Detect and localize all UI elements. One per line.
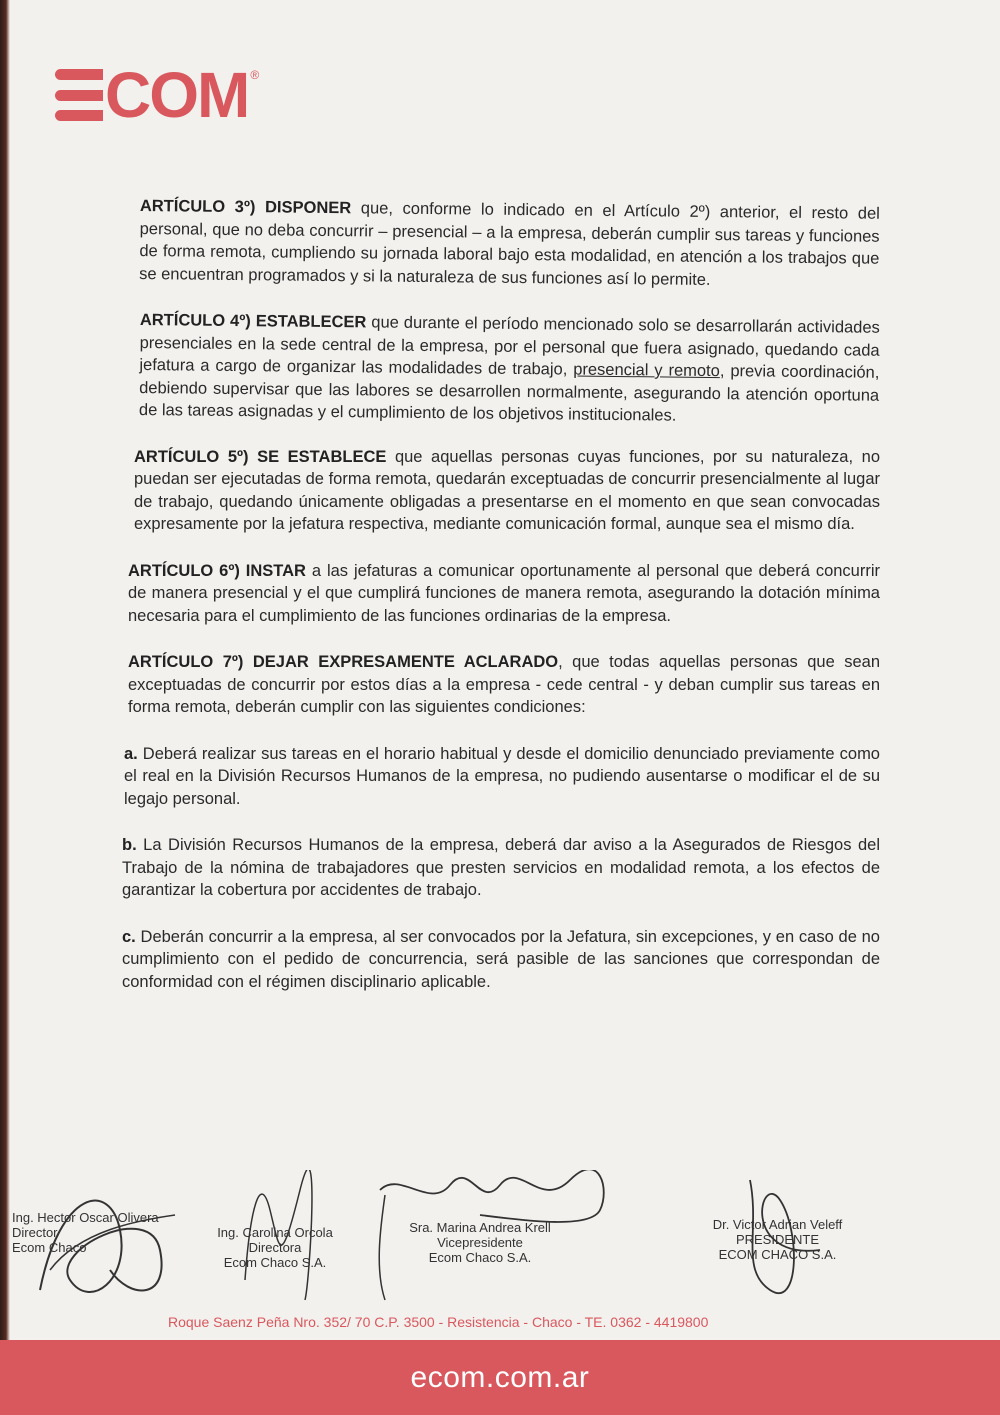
signer-name: Ing. Carolina Orcola	[217, 1225, 333, 1240]
condition-label: a.	[124, 744, 138, 763]
signer-org: Ecom Chaco S.A.	[428, 1250, 532, 1265]
article-text: que durante el período mencionado solo se desarrollarán actividades presenciales en la sede central de la empresa, por el personal que fuera asignado, quedando cada jefatura a cargo de organizar las modalidades de trabajo,	[139, 313, 880, 379]
footer-address: Roque Saenz Peña Nro. 352/ 70 C.P. 3500 - Resistencia - Chaco - TE. 0362 - 4419800	[168, 1314, 709, 1330]
signer-role: Directora	[248, 1240, 302, 1255]
signature-veleff	[690, 1217, 865, 1262]
article-heading: ARTÍCULO 4º) ESTABLECER	[139, 310, 367, 332]
article-text: que aquellas personas cuyas funciones, por su naturaleza, no puedan ser ejecutadas de forma remota, quedarán exceptuadas de concurrir presencialmente al lugar de trabajo, quedando únicamente obligadas a presentarse en el momento en que sean convocadas expresamente por la jefatura respectiva, mediante comunicación formal, aunque sea el mismo día.	[134, 447, 880, 533]
signer-role: Vicepresidente	[437, 1235, 523, 1250]
condition-text: Deberán concurrir a la empresa, al ser convocados por la Jefatura, sin excepciones, y en caso de no cumplimiento con el pedido de concurrencia, será pasible de las sanciones que correspondan de conformidad con el régimen disciplinario aplicable.	[122, 927, 880, 991]
signer-name: Ing. Hector Oscar Olivera	[12, 1210, 159, 1225]
article-7	[128, 651, 880, 719]
signature-krell	[385, 1220, 575, 1265]
article-6	[128, 560, 880, 628]
article-text: que, conforme lo indicado en el Artículo 2º) anterior, el resto del personal, que no deba concurrir – presencial – a la empresa, deberán cumplir sus tareas y funciones de forma remota, cumpliendo su jornada laboral bajo esta modalidad, en atención a los trabajos que se encuentran programados y si la naturaleza de sus funciones así lo permite.	[139, 199, 880, 289]
article-3	[139, 195, 880, 293]
article-text: , que todas aquellas personas que sean exceptuadas de concurrir por estos días a la empresa - cede central - y deban cumplir sus tareas en forma remota, deberán cumplir con las siguientes condiciones:	[128, 653, 880, 716]
condition-label: b.	[122, 836, 137, 854]
condition-b	[122, 834, 880, 902]
article-heading: ARTÍCULO 6º) INSTAR	[128, 561, 306, 580]
signer-name: Dr. Victor Adrian Veleff	[712, 1217, 843, 1232]
registered-mark: ®	[250, 68, 260, 82]
article-heading: ARTÍCULO 5º) SE ESTABLECE	[134, 447, 387, 466]
article-text: , previa coordinación, debiendo supervisar que las labores se desarrollen normalmente, asegurando la atención oportuna de las tareas asignadas y el cumplimiento de los objetivos institucionales.	[138, 362, 880, 425]
article-heading: ARTÍCULO 7º) DEJAR EXPRESAMENTE ACLARADO	[128, 653, 559, 671]
signature-olivera	[12, 1210, 192, 1255]
signer-role: Director	[12, 1225, 58, 1240]
signer-role: PRESIDENTE	[735, 1232, 820, 1247]
logo-bars-icon	[55, 69, 103, 121]
underlined-text: presencial y remoto	[573, 360, 720, 381]
logo-text: COM	[105, 59, 249, 131]
footer-band	[0, 1340, 1000, 1415]
document-body	[122, 195, 880, 1017]
ecom-logo	[55, 59, 260, 131]
article-4	[139, 309, 880, 429]
signature-block	[0, 1170, 1000, 1310]
footer-url: ecom.com.ar	[410, 1360, 590, 1394]
article-heading: ARTÍCULO 3º) DISPONER	[139, 196, 352, 218]
condition-a	[124, 743, 880, 811]
signature-orcola	[195, 1225, 355, 1270]
article-text: a las jefaturas a comunicar oportunamente al personal que deberá concurrir de manera presencial y el que cumplirá funciones de manera remota, asegurando la dotación mínima necesaria para el cumplimiento de las funciones ordinarias de la empresa.	[128, 561, 880, 625]
condition-label: c.	[122, 927, 136, 946]
condition-text: La División Recursos Humanos de la empresa, deberá dar aviso a la Asegurados de Riesgos del Trabajo de la nómina de trabajadores que presten servicios en modalidad remota, a los efectos de garantizar la cobertura por accidentes de trabajo.	[122, 836, 880, 899]
article-5	[134, 446, 880, 536]
condition-c	[122, 926, 880, 994]
signer-org: ECOM CHACO S.A.	[718, 1247, 837, 1262]
signer-org: Ecom Chaco S.A.	[223, 1255, 327, 1270]
signer-org: Ecom Chaco	[12, 1240, 87, 1255]
signer-name: Sra. Marina Andrea Krell	[409, 1220, 551, 1235]
condition-text: Deberá realizar sus tareas en el horario habitual y desde el domicilio denunciado previamente como el real en la División Recursos Humanos de la empresa, no pudiendo ausentarse o modificar el de su legajo personal.	[124, 744, 880, 808]
